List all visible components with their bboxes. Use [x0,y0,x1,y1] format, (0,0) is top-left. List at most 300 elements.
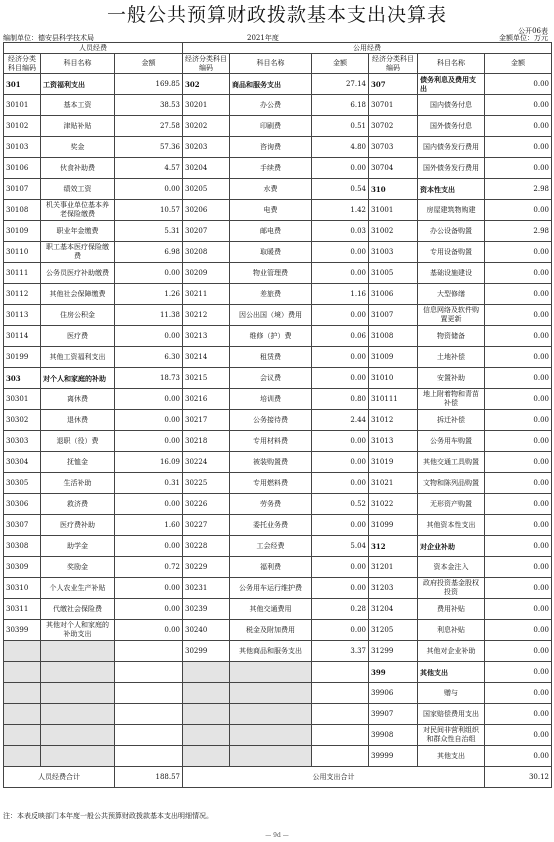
cell-amount: 2.98 [485,179,552,200]
cell-code: 30703 [369,137,418,158]
table-row [4,368,552,389]
cell-name: 专用材料费 [230,431,312,452]
cell-code: 31007 [369,305,418,326]
cell-amount: 0.00 [312,431,369,452]
cell-amount: 0.31 [115,473,183,494]
cell-amount: 0.00 [485,242,552,263]
cell-name: 其他资本性支出 [418,515,485,536]
cell-amount: 0.51 [312,116,369,137]
cell-name: 维修（护）费 [230,326,312,347]
cell-amount: 0.00 [312,347,369,368]
table-row [4,347,552,368]
cell-name [41,662,115,683]
cell-amount: 0.00 [312,452,369,473]
cell-amount: 0.00 [485,641,552,662]
cell-code: 30203 [183,137,230,158]
cell-code: 31010 [369,368,418,389]
column-header-row [4,54,552,74]
cell-name: 专用燃料费 [230,473,312,494]
cell-amount: 0.00 [485,536,552,557]
cell-name: 公务员医疗补助缴费 [41,263,115,284]
table-row [4,305,552,326]
cell-code: 31299 [369,641,418,662]
table-row [4,200,552,221]
cell-code: 30114 [4,326,41,347]
cell-amount: 0.52 [312,494,369,515]
cell-name: 伙食补助费 [41,158,115,179]
cell-amount: 0.00 [485,74,552,95]
cell-name: 对个人和家庭的补助 [41,368,115,389]
cell-code: 30308 [4,536,41,557]
cell-code: 30214 [183,347,230,368]
cell-code: 30212 [183,305,230,326]
cell-code [183,725,230,746]
cell-code: 30217 [183,410,230,431]
table-row [4,515,552,536]
section-header-row [4,43,552,54]
header-code: 经济分类科目编码 [4,54,41,74]
cell-name: 地上附着物和青苗补偿 [418,389,485,410]
cell-name: 生活补助 [41,473,115,494]
section-public: 公用经费 [183,43,552,54]
cell-amount: 6.18 [312,95,369,116]
header-code: 经济分类科目编码 [183,54,230,74]
cell-code: 30211 [183,284,230,305]
cell-name: 政府投资基金股权投资 [418,578,485,599]
cell-amount [115,683,183,704]
cell-code: 30240 [183,620,230,641]
cell-name: 个人农业生产补贴 [41,578,115,599]
cell-code: 30113 [4,305,41,326]
cell-name: 被装购置费 [230,452,312,473]
cell-name [41,704,115,725]
cell-code: 30110 [4,242,41,263]
cell-amount: 0.00 [312,158,369,179]
cell-name: 工资福利支出 [41,74,115,95]
cell-code: 30225 [183,473,230,494]
cell-name: 国家赔偿费用支出 [418,704,485,725]
cell-code: 31002 [369,221,418,242]
cell-amount: 0.00 [485,326,552,347]
cell-amount [115,662,183,683]
cell-name: 赠与 [418,683,485,704]
cell-amount: 0.00 [312,578,369,599]
cell-amount: 1.26 [115,284,183,305]
cell-name: 咨询费 [230,137,312,158]
cell-amount: 0.00 [115,494,183,515]
personnel-total-label: 人员经费合计 [4,767,115,788]
cell-name [41,641,115,662]
unit-label: 编制单位：德安县科学技术局 [3,34,94,42]
public-total-value: 30.12 [485,767,552,788]
cell-name: 其他商品和服务支出 [230,641,312,662]
cell-code: 31006 [369,284,418,305]
cell-amount: 11.38 [115,305,183,326]
cell-name: 因公出国（境）费用 [230,305,312,326]
cell-code: 30103 [4,137,41,158]
cell-code: 30310 [4,578,41,599]
cell-amount [312,683,369,704]
cell-name: 医疗费 [41,326,115,347]
cell-amount: 18.73 [115,368,183,389]
cell-amount: 0.00 [485,683,552,704]
cell-code [4,725,41,746]
cell-amount: 1.16 [312,284,369,305]
cell-name: 专用设备购置 [418,242,485,263]
cell-name: 国内债务发行费用 [418,137,485,158]
cell-code: 30111 [4,263,41,284]
cell-code: 31201 [369,557,418,578]
cell-code: 31204 [369,599,418,620]
personnel-total-value: 188.57 [115,767,183,788]
cell-name [41,746,115,767]
cell-name: 抚恤金 [41,452,115,473]
header-amount: 金额 [115,54,183,74]
cell-name: 税金及附加费用 [230,620,312,641]
cell-code [4,683,41,704]
cell-amount: 0.00 [485,158,552,179]
cell-amount: 0.00 [115,620,183,641]
cell-code: 30701 [369,95,418,116]
cell-code: 30704 [369,158,418,179]
cell-amount: 0.00 [485,263,552,284]
cell-name: 代缴社会保险费 [41,599,115,620]
table-row [4,179,552,200]
table-row [4,95,552,116]
cell-code: 39907 [369,704,418,725]
cell-name: 其他社会保障缴费 [41,284,115,305]
cell-name: 其他对企业补助 [418,641,485,662]
cell-code: 30202 [183,116,230,137]
cell-amount: 1.42 [312,200,369,221]
cell-amount [312,662,369,683]
cell-code: 31203 [369,578,418,599]
header-name: 科目名称 [41,54,115,74]
cell-name: 其他支出 [418,662,485,683]
cell-amount [312,725,369,746]
cell-name: 退休费 [41,410,115,431]
cell-code: 30228 [183,536,230,557]
cell-code: 301 [4,74,41,95]
cell-code: 30209 [183,263,230,284]
cell-name: 手续费 [230,158,312,179]
cell-amount: 0.06 [312,326,369,347]
cell-name: 国外债务发行费用 [418,158,485,179]
cell-code: 30226 [183,494,230,515]
cell-amount: 2.44 [312,410,369,431]
cell-name [230,683,312,704]
cell-amount: 6.30 [115,347,183,368]
cell-amount: 57.36 [115,137,183,158]
cell-amount: 0.00 [485,620,552,641]
table-row [4,242,552,263]
cell-amount: 0.00 [485,368,552,389]
cell-name: 退职（役）费 [41,431,115,452]
cell-amount: 5.31 [115,221,183,242]
table-row [4,557,552,578]
header-code: 经济分类科目编码 [369,54,418,74]
cell-amount: 0.72 [115,557,183,578]
cell-code: 31012 [369,410,418,431]
cell-amount: 5.04 [312,536,369,557]
cell-name: 福利费 [230,557,312,578]
public-total-label: 公用支出合计 [183,767,485,788]
cell-name: 公务接待费 [230,410,312,431]
table-row [4,158,552,179]
cell-amount: 0.00 [312,473,369,494]
cell-code: 30216 [183,389,230,410]
cell-amount: 0.00 [312,305,369,326]
table-row [4,746,552,767]
cell-amount: 0.00 [115,263,183,284]
cell-name: 职工基本医疗保险缴费 [41,242,115,263]
table-row [4,116,552,137]
cell-name: 公务用车购置 [418,431,485,452]
cell-amount: 0.00 [115,410,183,431]
cell-code: 30299 [183,641,230,662]
cell-name: 其他对个人和家庭的补助支出 [41,620,115,641]
cell-code: 31099 [369,515,418,536]
cell-name: 委托业务费 [230,515,312,536]
cell-amount: 0.00 [115,578,183,599]
cell-amount: 0.00 [485,431,552,452]
table-row [4,389,552,410]
cell-amount: 1.60 [115,515,183,536]
cell-code: 30201 [183,95,230,116]
cell-name: 物资储备 [418,326,485,347]
page-title: 一般公共预算财政拨款基本支出决算表 [106,4,447,26]
cell-amount: 0.00 [115,431,183,452]
cell-amount: 0.00 [485,200,552,221]
cell-amount: 16.09 [115,452,183,473]
cell-amount: 0.00 [485,578,552,599]
cell-name: 医疗费补助 [41,515,115,536]
table-row [4,662,552,683]
cell-name: 资本金注入 [418,557,485,578]
cell-name: 其他工资福利支出 [41,347,115,368]
unit-row [3,33,551,42]
table-row [4,221,552,242]
cell-amount [312,746,369,767]
cell-code: 310111 [369,389,418,410]
cell-amount: 0.00 [312,515,369,536]
cell-amount: 0.00 [312,242,369,263]
cell-code: 30106 [4,158,41,179]
cell-code: 30304 [4,452,41,473]
cell-code: 30301 [4,389,41,410]
cell-code: 302 [183,74,230,95]
cell-amount: 4.80 [312,137,369,158]
cell-amount: 0.00 [485,284,552,305]
cell-code: 30309 [4,557,41,578]
cell-name: 国外债务付息 [418,116,485,137]
cell-name: 其他支出 [418,746,485,767]
cell-name: 取暖费 [230,242,312,263]
cell-name: 无形资产购置 [418,494,485,515]
cell-name: 土地补偿 [418,347,485,368]
cell-code: 30307 [4,515,41,536]
cell-name: 津贴补贴 [41,116,115,137]
cell-amount: 0.00 [312,368,369,389]
cell-code: 30305 [4,473,41,494]
cell-amount: 4.57 [115,158,183,179]
cell-code: 30205 [183,179,230,200]
cell-code: 30303 [4,431,41,452]
cell-code [4,704,41,725]
cell-code: 31008 [369,326,418,347]
cell-amount: 0.00 [485,347,552,368]
cell-amount: 0.00 [485,662,552,683]
cell-amount: 0.00 [312,263,369,284]
cell-code: 30109 [4,221,41,242]
cell-name: 费用补贴 [418,599,485,620]
cell-code: 31019 [369,452,418,473]
cell-code [183,746,230,767]
cell-amount: 0.80 [312,389,369,410]
cell-code: 30213 [183,326,230,347]
cell-code: 39999 [369,746,418,767]
cell-name [41,725,115,746]
cell-amount: 0.00 [485,494,552,515]
cell-code [183,662,230,683]
cell-code: 30311 [4,599,41,620]
cell-amount: 0.00 [485,305,552,326]
money-unit: 金额单位：万元 [499,34,548,42]
cell-amount: 0.00 [485,116,552,137]
cell-code: 30218 [183,431,230,452]
cell-code: 312 [369,536,418,557]
cell-amount: 0.00 [312,557,369,578]
cell-code [183,683,230,704]
cell-amount: 0.00 [485,746,552,767]
cell-code [4,662,41,683]
table-row [4,599,552,620]
cell-code: 303 [4,368,41,389]
cell-code: 31022 [369,494,418,515]
cell-code: 30112 [4,284,41,305]
cell-amount: 0.00 [485,599,552,620]
table-row [4,137,552,158]
cell-amount [115,725,183,746]
cell-code: 31205 [369,620,418,641]
cell-amount: 0.00 [312,620,369,641]
cell-amount: 0.00 [115,536,183,557]
page-number: — 9d — [265,832,289,839]
table-row [4,725,552,746]
cell-amount: 38.53 [115,95,183,116]
cell-name: 公务用车运行维护费 [230,578,312,599]
cell-name [230,746,312,767]
cell-code: 30215 [183,368,230,389]
cell-code: 30239 [183,599,230,620]
cell-name: 助学金 [41,536,115,557]
cell-name: 工会经费 [230,536,312,557]
cell-amount: 0.00 [485,452,552,473]
header-name: 科目名称 [418,54,485,74]
table-row [4,704,552,725]
cell-code: 310 [369,179,418,200]
cell-name: 信息网络及软件购置更新 [418,305,485,326]
table-row [4,326,552,347]
cell-code: 30101 [4,95,41,116]
expenditure-table [3,42,552,788]
form-code: 公开06表 [518,27,548,35]
cell-code [183,704,230,725]
cell-amount: 10.57 [115,200,183,221]
cell-code [4,641,41,662]
cell-code: 30224 [183,452,230,473]
cell-code [4,746,41,767]
cell-name: 租赁费 [230,347,312,368]
cell-name: 办公费 [230,95,312,116]
cell-amount: 2.98 [485,221,552,242]
header-amount: 金额 [485,54,552,74]
cell-code: 307 [369,74,418,95]
cell-amount: 3.37 [312,641,369,662]
table-row [4,284,552,305]
cell-name: 其他交通费用 [230,599,312,620]
cell-name [230,725,312,746]
cell-code: 30204 [183,158,230,179]
header-amount: 金额 [312,54,369,74]
cell-name: 资本性支出 [418,179,485,200]
cell-name: 对民间非营利组织和群众性自治组 [418,725,485,746]
cell-name: 安置补助 [418,368,485,389]
cell-code: 30229 [183,557,230,578]
cell-name: 差旅费 [230,284,312,305]
cell-name: 劳务费 [230,494,312,515]
cell-amount: 0.00 [485,557,552,578]
cell-name: 国内债务付息 [418,95,485,116]
cell-name: 基础设施建设 [418,263,485,284]
cell-amount: 0.00 [485,704,552,725]
cell-code: 39908 [369,725,418,746]
cell-amount: 0.00 [485,410,552,431]
cell-code: 30399 [4,620,41,641]
cell-code: 30227 [183,515,230,536]
cell-amount: 169.85 [115,74,183,95]
cell-code: 30199 [4,347,41,368]
cell-name: 债务利息及费用支出 [418,74,485,95]
totals-row [4,767,552,788]
cell-name: 培训费 [230,389,312,410]
cell-name [230,704,312,725]
cell-name: 住房公积金 [41,305,115,326]
cell-code: 31013 [369,431,418,452]
year-label: 2021年度 [247,34,279,42]
table-row [4,620,552,641]
cell-code: 30108 [4,200,41,221]
cell-amount: 27.58 [115,116,183,137]
cell-code: 31021 [369,473,418,494]
cell-name: 电费 [230,200,312,221]
cell-amount: 0.28 [312,599,369,620]
cell-amount [115,746,183,767]
cell-name: 物业管理费 [230,263,312,284]
cell-amount [115,641,183,662]
cell-amount: 0.00 [115,599,183,620]
cell-code: 31005 [369,263,418,284]
cell-name: 会议费 [230,368,312,389]
cell-code: 31001 [369,200,418,221]
cell-name: 水费 [230,179,312,200]
cell-name: 机关事业单位基本养老保险缴费 [41,200,115,221]
cell-name [230,662,312,683]
table-row [4,410,552,431]
cell-name: 大型修缮 [418,284,485,305]
cell-code: 30231 [183,578,230,599]
table-row [4,641,552,662]
